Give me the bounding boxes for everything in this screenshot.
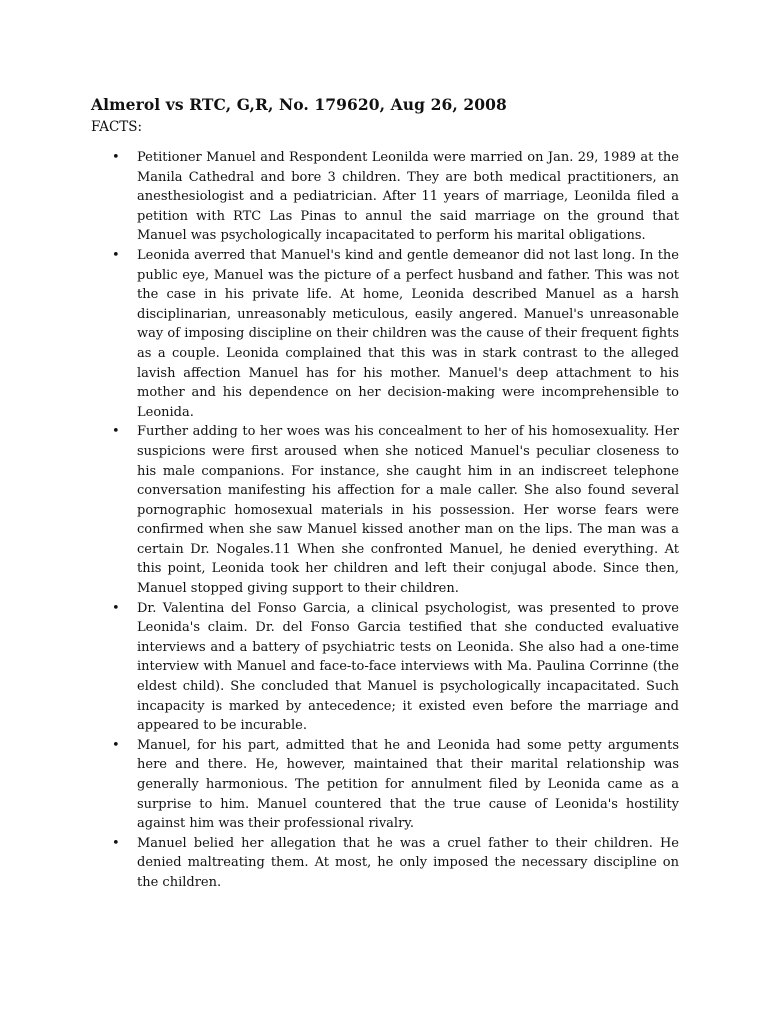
bullet-icon: • [112,600,120,616]
bullet-icon: • [112,424,120,440]
fact-item [91,246,679,422]
facts-heading: FACTS: [91,119,143,135]
fact-item [91,422,679,598]
fact-item [91,834,679,893]
fact-item [91,148,679,246]
fact-item [91,599,679,736]
fact-item [91,736,679,834]
bullet-icon: • [112,150,120,165]
bullet-icon: • [112,737,120,753]
bullet-icon: • [112,835,120,851]
fact-text: Further adding to her woes was his concealment to her of his homosexuality. Her suspicions were first aroused when she noticed Manuel's peculiar closeness to his male companions. For instance, she caught him in an indiscreet telephone conversation manifesting his affection for a male caller. She also found several pornographic homosexual materials in his possession. Her worse fears were confirmed when she saw Manuel kissed another man on the lips. The man was a certain Dr. Nogales.11 When she confronted Manuel, he denied everything. At this point, Leonida took her children and left their conjugal abode. Since then, Manuel stopped giving support to their children. [137,424,679,597]
fact-text: Manuel, for his part, admitted that he and Leonida had some petty arguments here and there. He, however, maintained that their marital relationship was generally harmonious. The petition for annulment filed by Leonida came as a surprise to him. Manuel countered that the true cause of Leonida's hostility against him was their professional rivalry. [137,737,679,832]
fact-text: Dr. Valentina del Fonso Garcia, a clinical psychologist, was presented to prove Leonida's claim. Dr. del Fonso Garcia testified that she conducted evaluative interviews and a battery of psychiatric tests on Leonida. She also had a one-time interview with Manuel and face-to-face interviews with Ma. Paulina Corrinne (the eldest child). She concluded that Manuel is psychologically incapacitated. Such incapacity is marked by antecedence; it existed even before the marriage and appeared to be incurable. [137,600,679,734]
fact-text: Leonida averred that Manuel's kind and gentle demeanor did not last long. In the public eye, Manuel was the picture of a perfect husband and father. This was not the case in his private life. At home, Leonida described Manuel as a harsh disciplinarian, unreasonably meticulous, easily angered. Manuel's unreasonable way of imposing discipline on their children was the cause of their frequent fights as a couple. Leonida complained that this was in stark contrast to the alleged lavish affection Manuel has for his mother. Manuel's deep attachment to his mother and his dependence on her decision-making were incomprehensible to Leonida. [137,247,679,420]
facts-list [91,148,679,893]
fact-text: Petitioner Manuel and Respondent Leonilda were married on Jan. 29, 1989 at the Manila Cathedral and bore 3 children. They are both medical practitioners, an anesthesiologist and a pediatrician. After 11 years of marriage, Leonilda filed a petition with RTC Las Pinas to annul the said marriage on the ground that Manuel was psychologically incapacitated to perform his marital obligations. [137,150,679,244]
bullet-icon: • [112,247,120,263]
document-title: Almerol vs RTC, G,R, No. 179620, Aug 26, 2008 [91,95,507,114]
fact-text: Manuel belied her allegation that he was a cruel father to their children. He denied maltreating them. At most, he only imposed the necessary discipline on the children. [137,835,679,890]
